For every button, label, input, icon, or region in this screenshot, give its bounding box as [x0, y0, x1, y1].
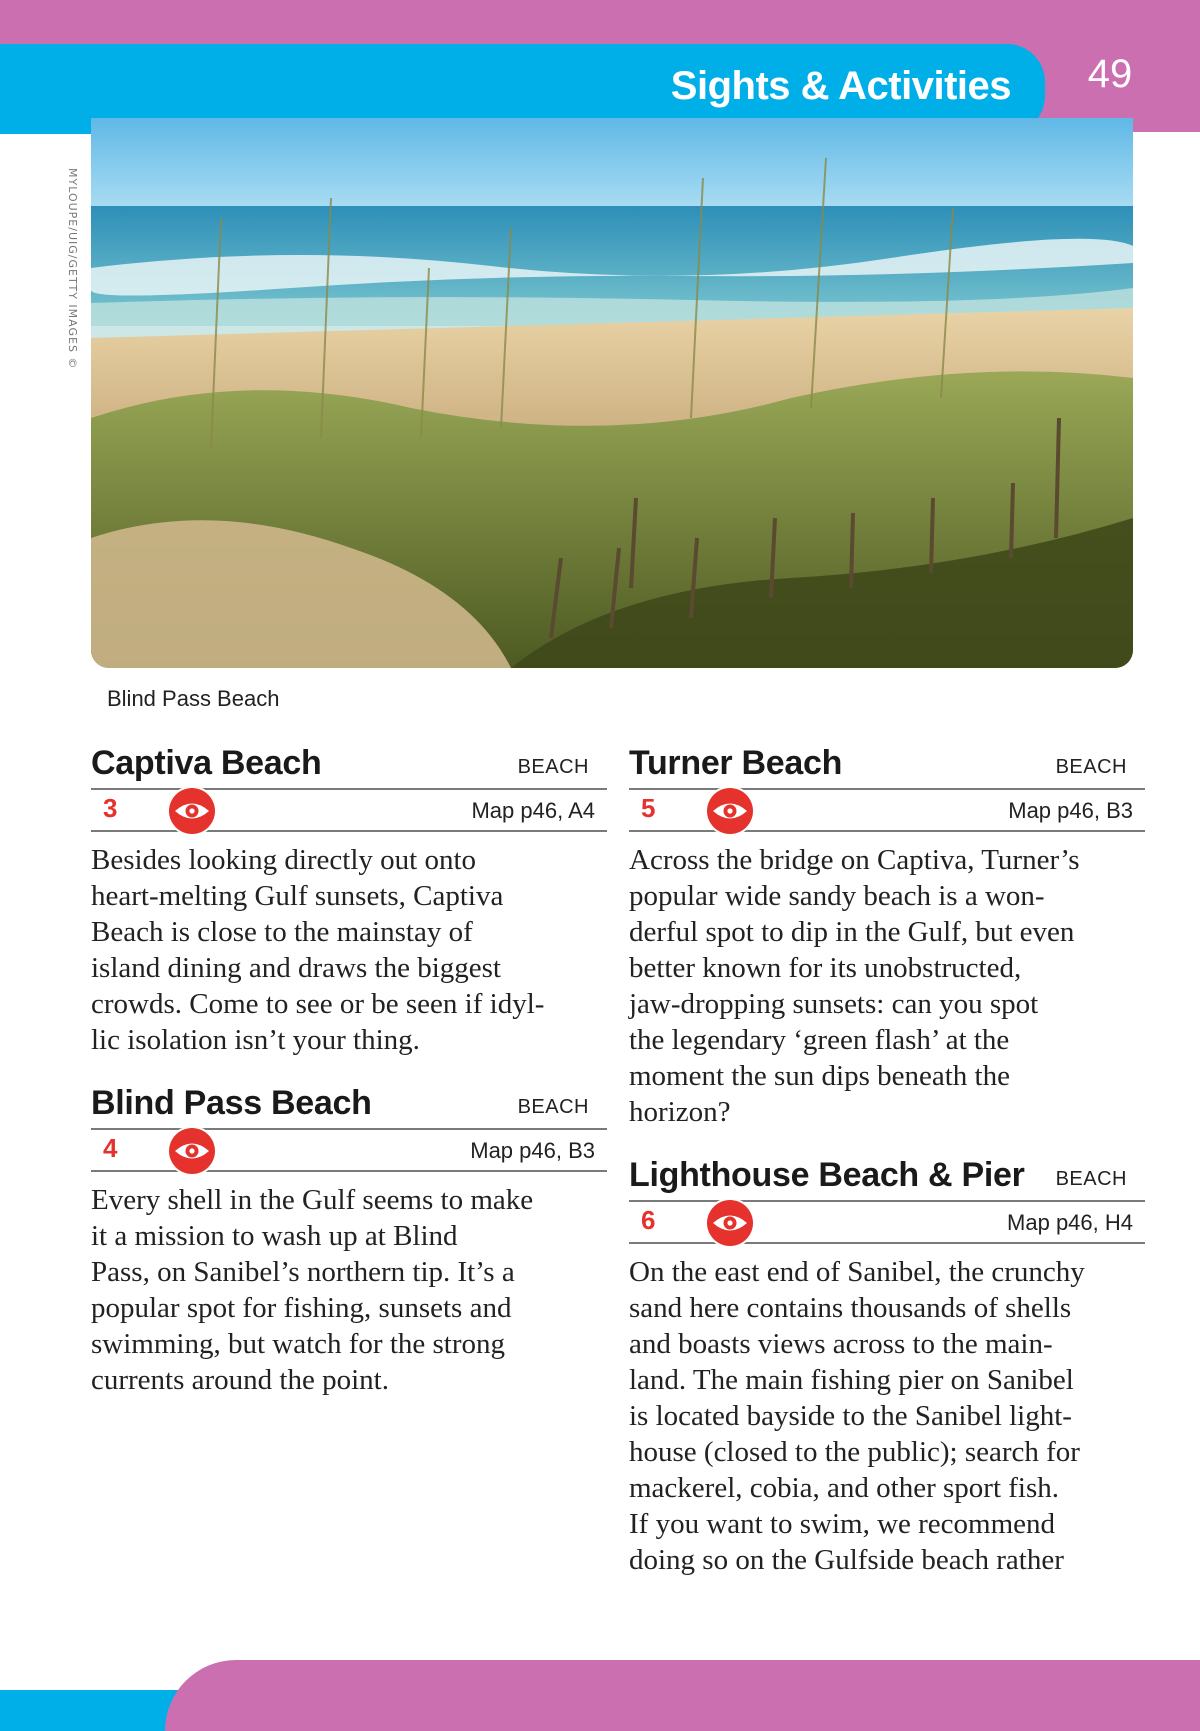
listing-meta: [91, 790, 607, 832]
sight-eye-icon: [705, 786, 755, 836]
listing-meta: [91, 1130, 607, 1172]
listing-meta: [629, 1202, 1145, 1244]
listing-name: Captiva Beach: [91, 744, 322, 782]
page-number: 49: [1087, 52, 1133, 96]
sight-eye-icon: [705, 1198, 755, 1248]
section-title: Sights & Activities: [670, 64, 1011, 108]
footer-pink-band: [165, 1660, 1200, 1731]
listing-name: Lighthouse Beach & Pier: [629, 1156, 1025, 1194]
listing-map-ref: Map p46, H4: [1007, 1210, 1133, 1235]
listing-type: BEACH: [517, 1096, 589, 1118]
listing-number: 4: [103, 1133, 118, 1163]
listing-blind-pass-beach: [91, 1076, 607, 1398]
listing-captiva-beach: [91, 736, 607, 1058]
beach-photo: [91, 118, 1133, 668]
listing-description: On the east end of Sanibel, the crunchy sand here contains thousands of shells and boasts views across to the main- land. The main fishing pier on Sanibel is located bayside to the Sanibel light- house (closed to the public); search for mackerel, cobia, and other sport fish. If you want to swim, we recommend doing so on the Gulfside beach rather: [629, 1256, 1085, 1576]
listing-description: Across the bridge on Captiva, Turner’s popular wide sandy beach is a won- derful spot to dip in the Gulf, but even better known for its unobstructed, jaw-dropping sunsets: can you spot the legendary ‘green flash’ at the moment the sun dips beneath the horizon?: [629, 844, 1080, 1128]
listing-number: 5: [641, 793, 656, 823]
listing-type: BEACH: [517, 756, 589, 778]
listing-lighthouse-beach-pier: [629, 1148, 1145, 1578]
listing-name: Blind Pass Beach: [91, 1084, 372, 1122]
listing-type: BEACH: [1055, 756, 1127, 778]
listing-number: 3: [103, 793, 118, 823]
listing-map-ref: Map p46, A4: [471, 798, 595, 823]
photo-caption: Blind Pass Beach: [107, 686, 280, 711]
listing-header: [91, 736, 607, 790]
listing-number: 6: [641, 1205, 656, 1235]
beach-photo-illustration: [91, 118, 1133, 668]
listing-header: [629, 736, 1145, 790]
listing-turner-beach: [629, 736, 1145, 1130]
listing-map-ref: Map p46, B3: [470, 1138, 595, 1163]
listing-map-ref: Map p46, B3: [1008, 798, 1133, 823]
listing-header: [629, 1148, 1145, 1202]
sight-eye-icon: [167, 786, 217, 836]
listing-type: BEACH: [1055, 1168, 1127, 1190]
listing-meta: [629, 790, 1145, 832]
listing-description: Besides looking directly out onto heart-melting Gulf sunsets, Captiva Beach is close to the mainstay of island dining and draws the biggest crowds. Come to see or be seen if idyl- lic isolation isn’t your thing.: [91, 844, 545, 1056]
listing-header: [91, 1076, 607, 1130]
listing-description: Every shell in the Gulf seems to make it a mission to wash up at Blind Pass, on Sanibel’s northern tip. It’s a popular spot for fishing, sunsets and swimming, but watch for the strong currents around the point.: [91, 1184, 534, 1396]
listing-name: Turner Beach: [629, 744, 843, 782]
sight-eye-icon: [167, 1126, 217, 1176]
photo-credit: MYLOUPE/UIG/GETTY IMAGES ©: [66, 168, 79, 370]
